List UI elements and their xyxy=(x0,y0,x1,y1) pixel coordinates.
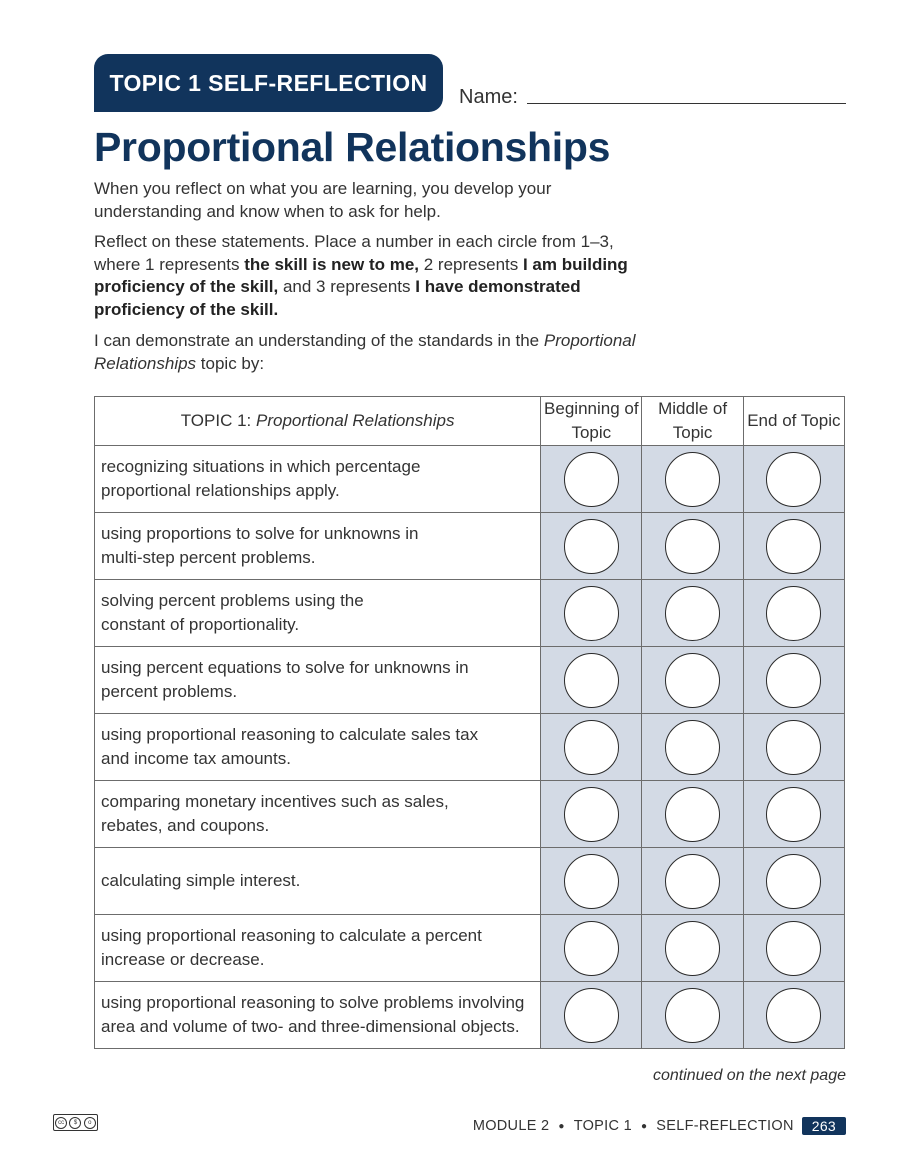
table-row xyxy=(95,714,845,781)
middle-rating-circle[interactable] xyxy=(665,988,720,1043)
end-rating-circle[interactable] xyxy=(766,787,821,842)
middle-rating-circle[interactable] xyxy=(665,921,720,976)
middle-rating-cell xyxy=(642,513,743,580)
beginning-rating-cell xyxy=(541,513,642,580)
beginning-rating-cell xyxy=(541,915,642,982)
skill-statement: using proportional reasoning to calculate sales tax and income tax amounts. xyxy=(95,714,541,781)
topic-column-header: TOPIC 1: Proportional Relationships xyxy=(95,397,541,446)
lead-in-paragraph: I can demonstrate an understanding of the standards in the Proportional Relationships topic by: xyxy=(94,331,636,373)
end-rating-cell xyxy=(743,982,844,1049)
middle-rating-circle[interactable] xyxy=(665,653,720,708)
end-rating-circle[interactable] xyxy=(766,653,821,708)
end-rating-circle[interactable] xyxy=(766,854,821,909)
table-row xyxy=(95,647,845,714)
table-row xyxy=(95,848,845,915)
end-rating-circle[interactable] xyxy=(766,519,821,574)
end-rating-cell xyxy=(743,848,844,915)
end-rating-cell xyxy=(743,915,844,982)
table-row xyxy=(95,915,845,982)
table-row xyxy=(95,446,845,513)
middle-rating-circle[interactable] xyxy=(665,854,720,909)
middle-rating-cell xyxy=(642,982,743,1049)
page-footer xyxy=(473,1117,846,1135)
self-reflection-table xyxy=(94,396,845,1049)
middle-rating-cell xyxy=(642,848,743,915)
middle-rating-cell xyxy=(642,446,743,513)
middle-rating-cell xyxy=(642,580,743,647)
name-label: Name: xyxy=(459,86,518,108)
end-column-header: End of Topic xyxy=(743,397,844,446)
end-rating-cell xyxy=(743,647,844,714)
skill-statement: using proportions to solve for unknowns in multi-step percent problems. xyxy=(95,513,541,580)
middle-rating-circle[interactable] xyxy=(665,452,720,507)
topic-tab-header xyxy=(94,54,443,112)
skill-statement: using proportional reasoning to solve problems involving area and volume of two- and three-dimensional objects. xyxy=(95,982,541,1049)
bullet-icon: ● xyxy=(640,1120,648,1132)
middle-rating-cell xyxy=(642,915,743,982)
beginning-rating-cell xyxy=(541,781,642,848)
middle-column-header: Middle of Topic xyxy=(642,397,743,446)
footer-section: SELF-REFLECTION xyxy=(656,1118,794,1134)
end-rating-circle[interactable] xyxy=(766,452,821,507)
beginning-rating-cell xyxy=(541,446,642,513)
footer-topic: TOPIC 1 xyxy=(573,1118,632,1134)
instructions-paragraph: Reflect on these statements. Place a number in each circle from 1–3, where 1 represents the skill is new to me, 2 represents I am building proficiency of the skill, and 3 represents I have demonstrated proficiency of the skill. xyxy=(94,232,628,319)
table-row xyxy=(95,781,845,848)
end-rating-cell xyxy=(743,714,844,781)
middle-rating-cell xyxy=(642,647,743,714)
continued-note: continued on the next page xyxy=(652,1067,846,1084)
skill-statement: recognizing situations in which percentage proportional relationships apply. xyxy=(95,446,541,513)
beginning-rating-cell xyxy=(541,848,642,915)
beginning-rating-circle[interactable] xyxy=(564,519,619,574)
name-line-field[interactable] xyxy=(527,103,846,104)
beginning-rating-cell xyxy=(541,647,642,714)
beginning-rating-circle[interactable] xyxy=(564,854,619,909)
page-number: 263 xyxy=(802,1117,846,1135)
page-title: Proportional Relationships xyxy=(94,124,611,170)
beginning-rating-cell xyxy=(541,982,642,1049)
beginning-rating-circle[interactable] xyxy=(564,787,619,842)
skill-statement: comparing monetary incentives such as sales, rebates, and coupons. xyxy=(95,781,541,848)
middle-rating-circle[interactable] xyxy=(665,787,720,842)
end-rating-circle[interactable] xyxy=(766,988,821,1043)
footer-module: MODULE 2 xyxy=(472,1118,550,1134)
beginning-rating-circle[interactable] xyxy=(564,921,619,976)
end-rating-cell xyxy=(743,446,844,513)
end-rating-circle[interactable] xyxy=(766,586,821,641)
beginning-rating-cell xyxy=(541,580,642,647)
end-rating-circle[interactable] xyxy=(766,921,821,976)
end-rating-cell xyxy=(743,513,844,580)
end-rating-circle[interactable] xyxy=(766,720,821,775)
beginning-column-header: Beginning of Topic xyxy=(541,397,642,446)
middle-rating-cell xyxy=(642,714,743,781)
beginning-rating-circle[interactable] xyxy=(564,452,619,507)
topic-tab-label: TOPIC 1 SELF-REFLECTION xyxy=(109,69,428,96)
end-rating-cell xyxy=(743,781,844,848)
creative-commons-license-icon: cc $ o xyxy=(53,1114,98,1131)
middle-rating-cell xyxy=(642,781,743,848)
beginning-rating-circle[interactable] xyxy=(564,988,619,1043)
intro-paragraph: When you reflect on what you are learning, you develop your understanding and know when to ask for help. xyxy=(94,179,552,221)
bullet-icon: ● xyxy=(558,1120,565,1132)
skill-statement: using proportional reasoning to calculate a percent increase or decrease. xyxy=(95,915,541,982)
table-row xyxy=(95,580,845,647)
beginning-rating-circle[interactable] xyxy=(564,653,619,708)
middle-rating-circle[interactable] xyxy=(665,519,720,574)
skill-statement: calculating simple interest. xyxy=(95,848,541,915)
beginning-rating-circle[interactable] xyxy=(564,720,619,775)
table-row xyxy=(95,982,845,1049)
table-header-row xyxy=(95,397,845,446)
end-rating-cell xyxy=(743,580,844,647)
beginning-rating-cell xyxy=(541,714,642,781)
table-row xyxy=(95,513,845,580)
skill-statement: solving percent problems using the constant of proportionality. xyxy=(95,580,541,647)
middle-rating-circle[interactable] xyxy=(665,586,720,641)
skill-statement: using percent equations to solve for unknowns in percent problems. xyxy=(95,647,541,714)
beginning-rating-circle[interactable] xyxy=(564,586,619,641)
middle-rating-circle[interactable] xyxy=(665,720,720,775)
